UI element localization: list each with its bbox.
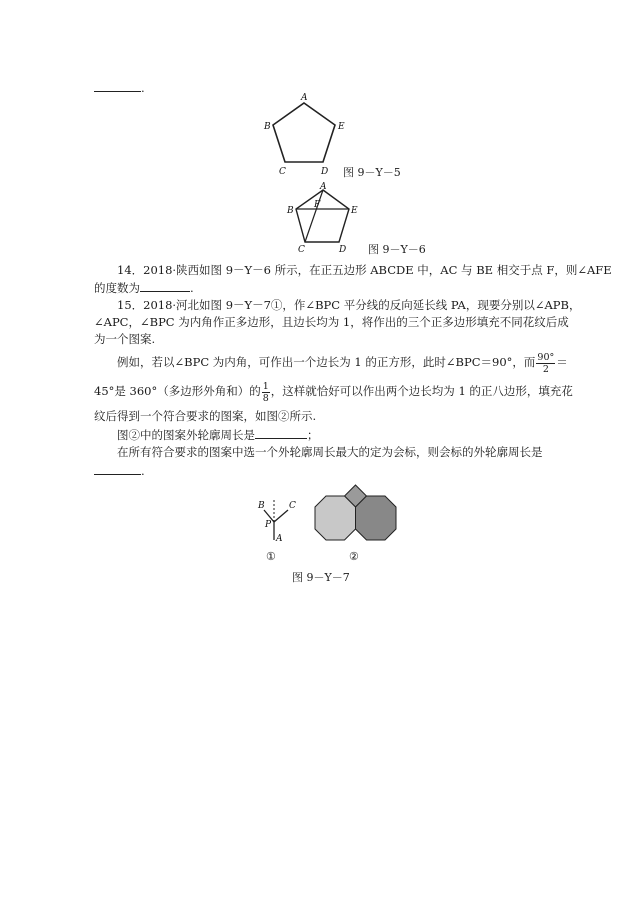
- q14-line2: 的度数为 .: [94, 281, 194, 295]
- label-C: C: [279, 167, 286, 177]
- q15-line6: 纹后得到一个符合要求的图案，如图②所示.: [94, 409, 317, 423]
- octagon-left: [315, 496, 356, 540]
- pentagon-abcde-6: [296, 190, 349, 242]
- label-E: E: [351, 206, 358, 216]
- figure-9-y-5-caption: 图 9－Y－5: [343, 166, 401, 179]
- fraction-1-over-8: $\frac{1}{8}$: [262, 380, 269, 404]
- q15-line3: 为一个图案.: [94, 332, 156, 346]
- q14-line1: 14．2018·陕西如图 9－Y－6 所示，在正五边形 ABCDE 中，AC 与 BE 相交于点 F，则∠AFE: [117, 263, 612, 277]
- q15-line8: 在所有符合要求的图案中选一个外轮廓周长最大的定为会标，则会标的外轮廓周长是: [117, 445, 543, 459]
- label-B: B: [264, 122, 271, 132]
- figure-9-y-6-caption: 图 9－Y－6: [368, 243, 426, 256]
- sub-figure-mark-1: ①: [266, 550, 276, 563]
- label-D: D: [339, 245, 347, 255]
- label-F: F: [314, 200, 321, 210]
- q14-answer-blank: [140, 279, 190, 292]
- label-A: A: [301, 93, 308, 103]
- pentagon-abcde: [273, 103, 335, 162]
- q15-emblem-perimeter-blank: [94, 462, 141, 475]
- sub-figure-mark-2: ②: [349, 550, 359, 563]
- top-answer-line: .: [94, 79, 145, 97]
- label-B: B: [258, 501, 265, 511]
- label-E: E: [338, 122, 345, 132]
- q15-line7: 图②中的图案外轮廓周长是 ；: [117, 428, 319, 442]
- label-A: A: [276, 534, 283, 544]
- top-answer-blank: [94, 79, 141, 92]
- q15-line1: 15．2018·河北如图 9－Y－7①，作∠BPC 平分线的反向延长线 PA，现要分别以∠APB，: [117, 298, 581, 312]
- figure-9-y-7-part2: [310, 482, 410, 567]
- fraction-90-over-2: $\frac{90^\circ}{2}$: [537, 351, 555, 375]
- q15-line5: 45°是 360°（多边形外角和）的 $\frac{1}{8}$ ，这样就恰好可以作出两个边长均为 1 的正八边形，填充花: [94, 380, 573, 404]
- figure-9-y-7-part1: [252, 492, 302, 564]
- label-P: P: [265, 520, 272, 530]
- octagon-right: [356, 496, 397, 540]
- q15-perimeter-blank: [255, 426, 307, 439]
- figure-9-y-7-caption: 图 9－Y－7: [292, 571, 350, 584]
- q15-line4: 例如，若以∠BPC 为内角，可作出一个边长为 1 的正方形，此时∠BPC＝90°，而 $\frac{90^\circ}{2}$ ＝: [117, 351, 568, 375]
- label-C: C: [298, 245, 305, 255]
- q15-line9: .: [94, 462, 145, 480]
- q15-line2: ∠APC，∠BPC 为内角作正多边形，且边长均为 1，将作出的三个正多边形填充不同花纹后成: [94, 315, 569, 329]
- ray-pc: [274, 510, 288, 522]
- figure-9-y-6: [284, 180, 364, 255]
- label-A: A: [320, 182, 327, 192]
- label-B: B: [287, 206, 294, 216]
- label-C: C: [289, 501, 296, 511]
- diagonal-ac: [305, 190, 323, 242]
- label-D: D: [321, 167, 329, 177]
